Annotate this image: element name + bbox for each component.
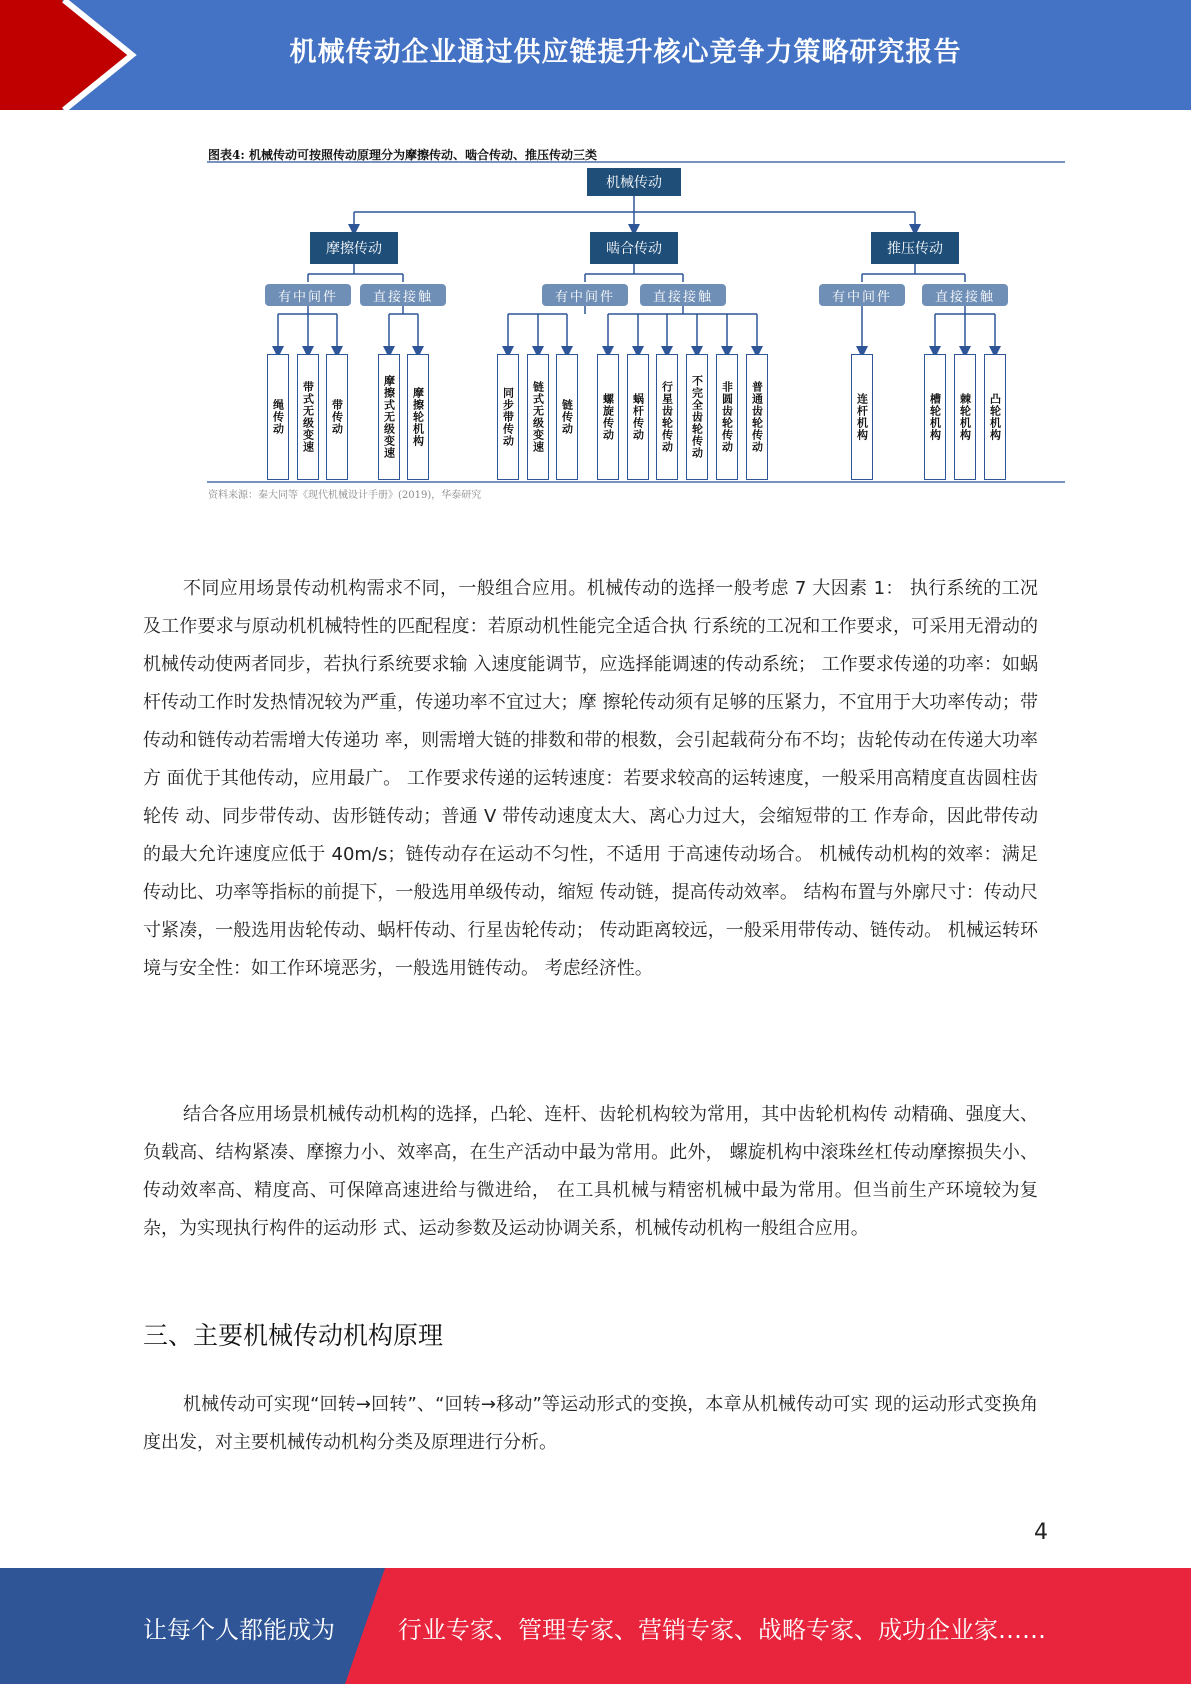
footer-slogan-right: 行业专家、管理专家、营销专家、战略专家、成功企业家…… xyxy=(398,1616,1046,1644)
page-header xyxy=(0,0,1191,110)
leaf-planetary-gear: 行星齿轮传动 xyxy=(656,354,678,480)
node-push-direct: 直接接触 xyxy=(922,284,1008,306)
leaf-worm-drive: 蜗杆传动 xyxy=(627,354,649,480)
paragraph-combined-application: 结合各应用场景机械传动机构的选择，凸轮、连杆、齿轮机构较为常用，其中齿轮机构传 动精确、强度大、负载高、结构紧凑、摩擦力小、效率高，在生产活动中最为常用。此外， 螺旋机构中滚珠丝杠传动摩擦损失小、传动效率高、精度高、可保障高速进给与微进给， 在工具机械与精密机械中最为常用。但当前生产环境较为复杂，为实现执行构件的运动形 式、运动参数及运动协调关系，机械传动机构一般组合应用。 xyxy=(143,1104,1038,1239)
footer-slogan-left: 让每个人都能成为 xyxy=(143,1616,335,1644)
node-meshing-intermediate: 有中间件 xyxy=(542,284,628,306)
paragraph-chapter-intro: 机械传动可实现“回转→回转”、“回转→移动”等运动形式的变换，本章从机械传动可实 现的运动形式变换角度出发，对主要机械传动机构分类及原理进行分析。 xyxy=(143,1394,1038,1453)
node-push-transmission: 推压传动 xyxy=(871,232,959,264)
leaf-cam: 凸轮机构 xyxy=(984,354,1006,480)
page-footer xyxy=(0,1568,1191,1684)
leaf-noncircular-gear: 非圆齿轮传动 xyxy=(716,354,738,480)
paragraph-selection-factors: 不同应用场景传动机构需求不同，一般组合应用。机械传动的选择一般考虑 7 大因素 1： 执行系统的工况及工作要求与原动机机械特性的匹配程度：若原动机性能完全适合执 行系统的工况和工作要求，可采用无滑动的机械传动使两者同步，若执行系统要求输 入速度能调节，应选择能调速的传动系统； 工作要求传递的功率：如蜗杆传动工作时发热情况较为严重，传递功率不宜过大；摩 擦轮传动须有足够的压紧力，不宜用于大功率传动；带传动和链传动若需增大传递功 率，则需增大链的排数和带的根数，会引起载荷分布不均；齿轮传动在传递大功率方 面优于其他传动，应用最广。 工作要求传递的运转速度：若要求较高的运转速度，一般采用高精度直齿圆柱齿轮传 动、同步带传动、齿形链传动；普通 V 带传动速度太大、离心力过大，会缩短带的工 作寿命，因此带传动的最大允许速度应低于 40m/s；链传动存在运动不匀性，不适用 于高速传动场合。 机械传动机构的效率：满足传动比、功率等指标的前提下，一般选用单级传动，缩短 传动链，提高传动效率。 结构布置与外廓尺寸：传动尺寸紧凑，一般选用齿轮传动、蜗杆传动、行星齿轮传动； 传动距离较远，一般采用带传动、链传动。 机械运转环境与安全性：如工作环境恶劣，一般选用链传动。 考虑经济性。 xyxy=(143,578,1038,979)
leaf-chain-cvt: 链式无级变速 xyxy=(527,354,549,480)
leaf-ordinary-gear: 普通齿轮传动 xyxy=(746,354,768,480)
report-title: 机械传动企业通过供应链提升核心竞争力策略研究报告 xyxy=(289,37,962,68)
node-meshing-direct: 直接接触 xyxy=(640,284,726,306)
node-push-intermediate: 有中间件 xyxy=(819,284,905,306)
page-number: 4 xyxy=(1034,1520,1048,1545)
connector-lines xyxy=(278,196,995,352)
section-heading: 三、主要机械传动机构原理 xyxy=(143,1321,444,1350)
leaf-ratchet: 棘轮机构 xyxy=(954,354,976,480)
leaf-incomplete-gear: 不完全齿轮传动 xyxy=(686,354,708,480)
node-friction-direct: 直接接触 xyxy=(360,284,446,306)
leaf-belt-cvt: 带式无级变速 xyxy=(297,354,319,480)
node-friction-transmission: 摩擦传动 xyxy=(310,232,398,264)
leaf-geneva: 槽轮机构 xyxy=(924,354,946,480)
leaf-linkage: 连杆机构 xyxy=(851,354,873,480)
figure-mechanical-transmission-tree xyxy=(205,142,1067,508)
leaf-friction-wheel: 摩擦轮机构 xyxy=(407,354,429,480)
figure-source: 资料来源：秦大同等《现代机械设计手册》(2019)，华泰研究 xyxy=(208,490,482,501)
leaf-screw-drive: 螺旋传动 xyxy=(597,354,619,480)
node-root: 机械传动 xyxy=(587,168,681,196)
node-friction-intermediate: 有中间件 xyxy=(265,284,351,306)
leaf-rope-drive: 绳传动 xyxy=(267,354,289,480)
figure-caption: 图表4: 机械传动可按照传动原理分为摩擦传动、啮合传动、推压传动三类 xyxy=(208,148,597,162)
node-meshing-transmission: 啮合传动 xyxy=(590,232,678,264)
leaf-friction-cvt: 摩擦式无级变速 xyxy=(378,354,400,480)
leaf-belt-drive: 带传动 xyxy=(326,354,348,480)
leaf-timing-belt: 同步带传动 xyxy=(497,354,519,480)
leaf-chain-drive: 链传动 xyxy=(556,354,578,480)
header-arrow-icon xyxy=(0,0,160,110)
